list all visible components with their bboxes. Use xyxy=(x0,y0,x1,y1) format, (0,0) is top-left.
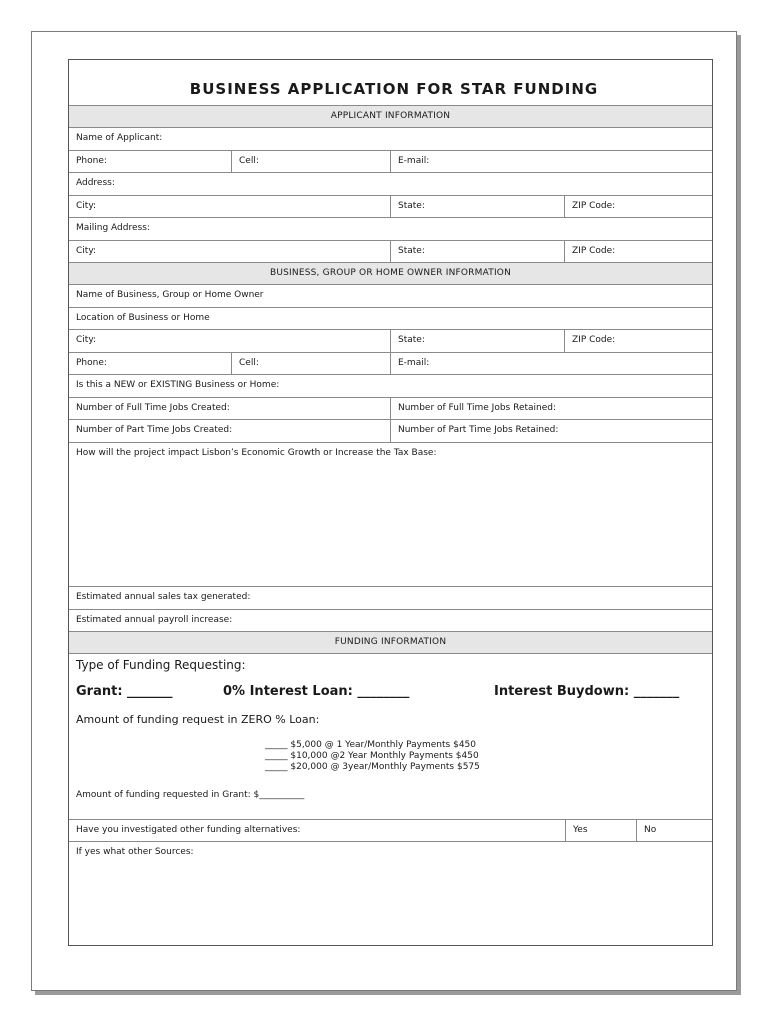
ft-jobs-row xyxy=(69,398,712,420)
title-row xyxy=(69,60,712,106)
business-state-field[interactable]: State: xyxy=(390,330,564,352)
mailing-address-field[interactable]: Mailing Address: xyxy=(76,223,150,233)
applicant-address-row xyxy=(69,173,712,196)
applicant-phone-field[interactable]: Phone: xyxy=(76,156,107,166)
zero-loan-label: Amount of funding request in ZERO % Loan: xyxy=(76,713,320,726)
section-applicant-header: APPLICANT INFORMATION xyxy=(69,106,712,127)
other-sources-textarea[interactable]: If yes what other Sources: xyxy=(76,847,194,857)
business-zip-field[interactable]: ZIP Code: xyxy=(564,330,712,352)
impact-textarea[interactable]: How will the project impact Lisbon’s Economic Growth or Increase the Tax Base: xyxy=(76,448,437,458)
business-phone-row xyxy=(69,353,712,375)
business-location-row xyxy=(69,308,712,330)
loan-field[interactable]: 0% Interest Loan: ________ xyxy=(223,684,410,699)
loan-option-20000[interactable]: _____ $20,000 @ 3year/Monthly Payments $575 xyxy=(265,762,480,772)
mailing-city-field[interactable]: City: xyxy=(76,246,97,256)
alternatives-label: Have you investigated other funding alternatives: xyxy=(76,825,301,835)
section-business-row xyxy=(69,263,712,285)
other-sources-row xyxy=(69,842,712,945)
grant-field[interactable]: Grant: _______ xyxy=(76,684,173,699)
payroll-row xyxy=(69,610,712,632)
business-name-field[interactable]: Name of Business, Group or Home Owner xyxy=(76,290,264,300)
grant-amount-field[interactable]: Amount of funding requested in Grant: $__________ xyxy=(76,790,305,800)
business-city-row xyxy=(69,330,712,353)
new-existing-row xyxy=(69,375,712,398)
pt-jobs-retained-field[interactable]: Number of Part Time Jobs Retained: xyxy=(390,420,712,442)
applicant-zip-field[interactable]: ZIP Code: xyxy=(564,196,712,217)
funding-type-label: Type of Funding Requesting: xyxy=(76,658,246,672)
ft-jobs-retained-field[interactable]: Number of Full Time Jobs Retained: xyxy=(390,398,712,419)
applicant-phone-row xyxy=(69,151,712,173)
business-email-field[interactable]: E-mail: xyxy=(390,353,712,374)
loan-option-10000[interactable]: _____ $10,000 @2 Year Monthly Payments $450 xyxy=(265,751,479,761)
section-applicant-row xyxy=(69,106,712,128)
funding-block xyxy=(69,654,712,820)
payroll-field[interactable]: Estimated annual payroll increase: xyxy=(76,615,233,625)
alternatives-row xyxy=(69,820,712,842)
section-business-header: BUSINESS, GROUP OR HOME OWNER INFORMATION xyxy=(69,263,712,284)
applicant-address-field[interactable]: Address: xyxy=(76,178,115,188)
business-cell-field[interactable]: Cell: xyxy=(231,353,390,374)
pt-jobs-created-field[interactable]: Number of Part Time Jobs Created: xyxy=(76,425,233,435)
applicant-name-field[interactable]: Name of Applicant: xyxy=(76,133,163,143)
section-funding-row xyxy=(69,632,712,654)
applicant-email-field[interactable]: E-mail: xyxy=(390,151,712,172)
loan-option-5000[interactable]: _____ $5,000 @ 1 Year/Monthly Payments $450 xyxy=(265,740,476,750)
applicant-city-field[interactable]: City: xyxy=(76,201,97,211)
impact-row xyxy=(69,443,712,587)
alternatives-yes[interactable]: Yes xyxy=(565,820,636,841)
business-city-field[interactable]: City: xyxy=(76,335,97,345)
mailing-state-field[interactable]: State: xyxy=(390,241,564,262)
application-form xyxy=(68,59,713,946)
form-title: BUSINESS APPLICATION FOR STAR FUNDING xyxy=(189,80,599,98)
new-existing-field[interactable]: Is this a NEW or EXISTING Business or Home: xyxy=(76,380,280,390)
applicant-state-field[interactable]: State: xyxy=(390,196,564,217)
sales-tax-row xyxy=(69,587,712,610)
business-name-row xyxy=(69,285,712,308)
pt-jobs-row xyxy=(69,420,712,443)
alternatives-no[interactable]: No xyxy=(636,820,712,841)
mailing-zip-field[interactable]: ZIP Code: xyxy=(564,241,712,262)
mailing-city-row xyxy=(69,241,712,263)
business-phone-field[interactable]: Phone: xyxy=(76,358,107,368)
mailing-address-row xyxy=(69,218,712,241)
business-location-field[interactable]: Location of Business or Home xyxy=(76,313,210,323)
applicant-name-row xyxy=(69,128,712,151)
sales-tax-field[interactable]: Estimated annual sales tax generated: xyxy=(76,592,251,602)
applicant-city-row xyxy=(69,196,712,218)
applicant-cell-field[interactable]: Cell: xyxy=(231,151,390,172)
ft-jobs-created-field[interactable]: Number of Full Time Jobs Created: xyxy=(76,403,230,413)
document-page xyxy=(31,31,737,991)
section-funding-header: FUNDING INFORMATION xyxy=(69,632,712,653)
buydown-field[interactable]: Interest Buydown: _______ xyxy=(494,684,680,699)
